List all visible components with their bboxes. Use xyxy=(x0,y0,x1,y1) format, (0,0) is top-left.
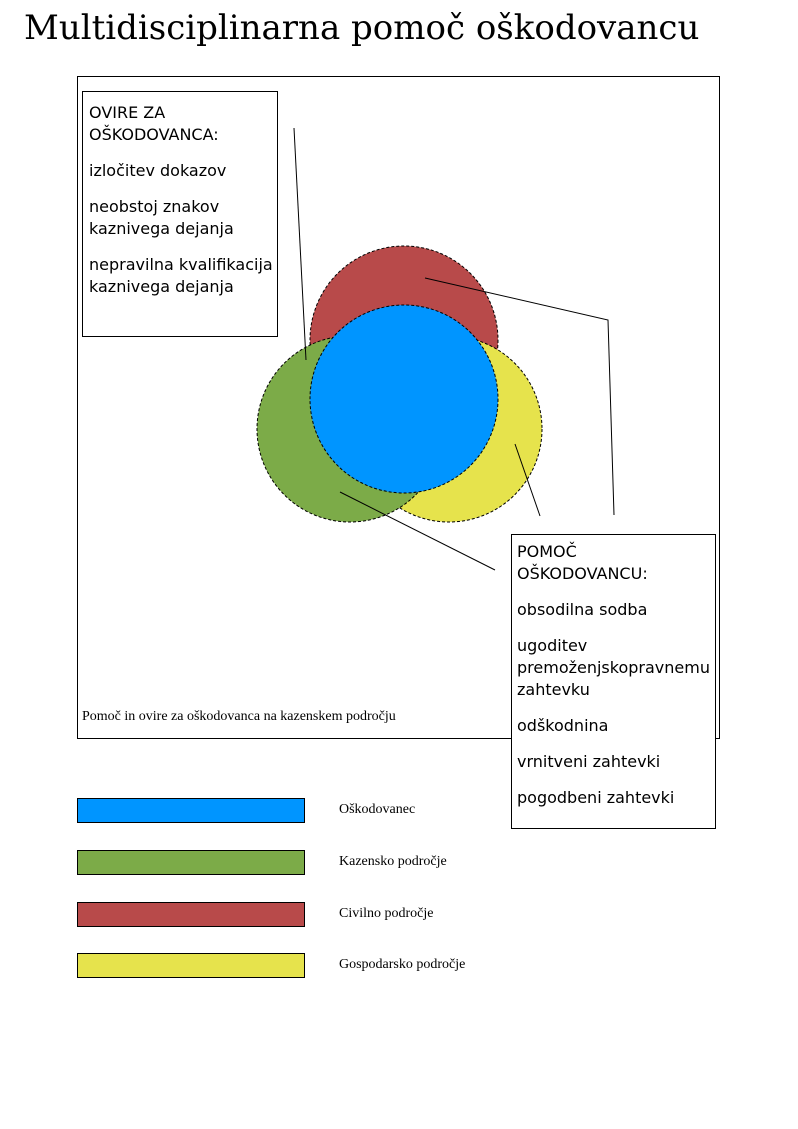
legend-label-kazensko: Kazensko področje xyxy=(339,854,447,869)
help-heading xyxy=(517,541,711,585)
obstacles-heading xyxy=(89,102,273,146)
obstacles-item-3-line2: kaznivega dejanja xyxy=(89,277,234,296)
help-item-3-text: odškodnina xyxy=(517,716,609,735)
obstacles-heading-line1: OVIRE ZA xyxy=(89,103,166,122)
obstacles-item-2 xyxy=(89,196,273,240)
diagram-caption: Pomoč in ovire za oškodovanca na kazenskem področju xyxy=(82,709,396,724)
legend-swatch-civilno xyxy=(77,902,305,927)
obstacles-item-1-text: izločitev dokazov xyxy=(89,161,227,180)
page-title: Multidisciplinarna pomoč oškodovancu xyxy=(24,8,700,48)
legend-swatch-oskodovanec xyxy=(77,798,305,823)
help-item-5-text: pogodbeni zahtevki xyxy=(517,788,675,807)
obstacles-heading-line2: OŠKODOVANCA: xyxy=(89,125,219,144)
help-item-4 xyxy=(517,751,711,773)
help-item-1 xyxy=(517,599,711,621)
help-item-2-line3: zahtevku xyxy=(517,680,590,699)
legend-item-civilno xyxy=(77,902,577,928)
obstacles-item-3-line1: nepravilna kvalifikacija xyxy=(89,255,273,274)
legend-label-civilno: Civilno področje xyxy=(339,906,434,921)
help-item-4-text: vrnitveni zahtevki xyxy=(517,752,661,771)
obstacles-item-3 xyxy=(89,254,273,298)
connector-obstacles xyxy=(294,128,306,360)
help-item-3 xyxy=(517,715,711,737)
legend-item-gospodarsko xyxy=(77,953,577,979)
help-item-1-text: obsodilna sodba xyxy=(517,600,648,619)
help-item-2-line1: ugoditev xyxy=(517,636,588,655)
legend-item-oskodovanec xyxy=(77,798,577,824)
obstacles-item-1 xyxy=(89,160,273,182)
obstacles-item-2-line2: kaznivega dejanja xyxy=(89,219,234,238)
circle-oskodovanec xyxy=(310,305,498,493)
help-item-2 xyxy=(517,635,711,701)
legend-swatch-gospodarsko xyxy=(77,953,305,978)
obstacles-box xyxy=(82,91,278,337)
obstacles-item-2-line1: neobstoj znakov xyxy=(89,197,220,216)
legend-item-kazensko xyxy=(77,850,577,876)
legend-label-oskodovanec: Oškodovanec xyxy=(339,802,416,817)
legend-label-gospodarsko: Gospodarsko področje xyxy=(339,957,466,972)
help-box xyxy=(511,534,716,829)
help-heading-text: POMOČ OŠKODOVANCU: xyxy=(517,542,648,583)
legend-swatch-kazensko xyxy=(77,850,305,875)
help-item-2-line2: premoženjskopravnemu xyxy=(517,658,710,677)
